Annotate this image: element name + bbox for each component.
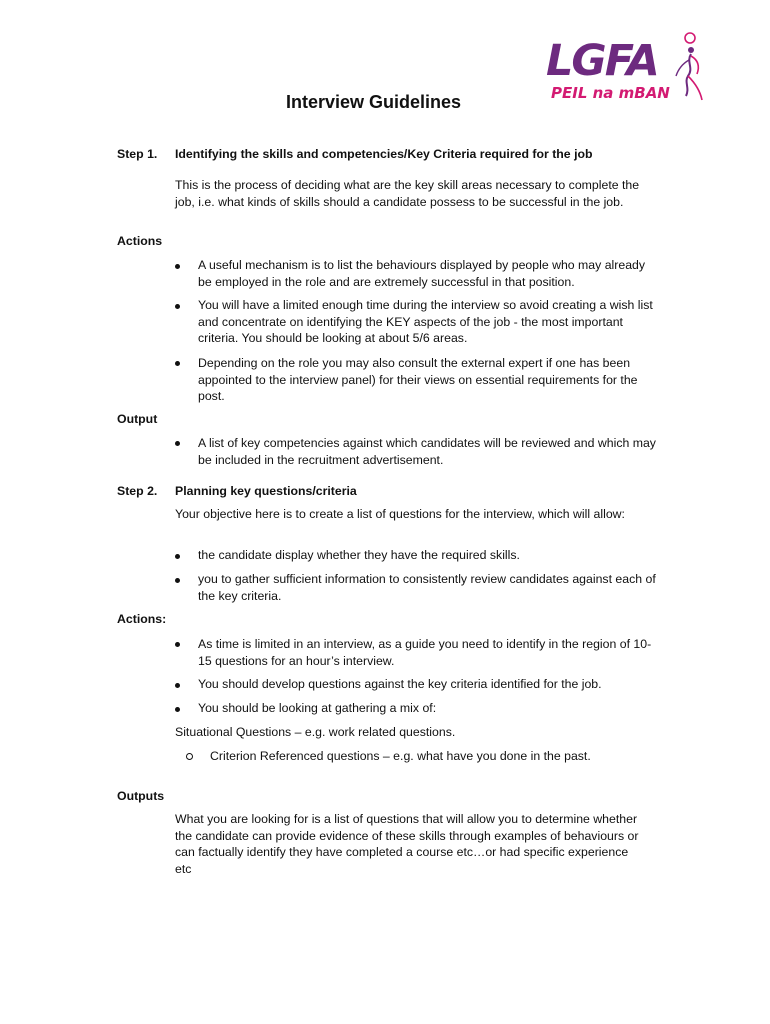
bullet-icon <box>175 264 180 269</box>
step2-intro: Your objective here is to create a list of questions for the interview, which will allow: <box>175 507 625 521</box>
step1-output-label: Output <box>117 412 158 426</box>
step1-action-2: You will have a limited enough time during the interview so avoid creating a wish list and concentrate on identifying the KEY aspects of the job - the most important criteria. You should be looking at about 5/6 areas. <box>198 298 653 345</box>
situational-questions: Situational Questions – e.g. work related questions. <box>175 725 456 739</box>
step2-allow-1: the candidate display whether they have the required skills. <box>198 548 520 562</box>
page-title: Interview Guidelines <box>286 92 462 112</box>
bullet-icon <box>175 707 180 712</box>
step1-intro: This is the process of deciding what are the key skill areas necessary to complete the job, i.e. what kinds of skills should a candidate possess to be successful in the job. <box>175 178 640 209</box>
bullet-icon <box>175 304 180 309</box>
step2-action-2: You should develop questions against the key criteria identified for the job. <box>198 677 602 691</box>
logo-wordmark: LGFA <box>546 36 658 86</box>
step2-action-1: As time is limited in an interview, as a guide you need to identify in the region of 10-15 questions for an hour’s interview. <box>198 637 652 668</box>
step1-actions-label: Actions <box>117 234 163 248</box>
step2-heading: Planning key questions/criteria <box>175 484 357 498</box>
player-figure-icon <box>664 30 706 108</box>
bullet-icon <box>175 578 180 583</box>
outputs-text: What you are looking for is a list of questions that will allow you to determine whether the candidate can provide evidence of these skills through examples of behaviours or can factually identify they have completed a course etc…or had specific experience etc <box>175 812 639 876</box>
step2-allow-2: you to gather sufficient information to consistently review candidates against each of the key criteria. <box>198 572 656 603</box>
criterion-questions: Criterion Referenced questions – e.g. what have you done in the past. <box>210 749 591 763</box>
step1-heading: Identifying the skills and competencies/Key Criteria required for the job <box>175 147 593 161</box>
bullet-icon <box>175 554 180 559</box>
sub-bullet-icon <box>186 753 193 760</box>
outputs-label: Outputs <box>117 789 165 803</box>
bullet-icon <box>175 361 180 366</box>
bullet-icon <box>175 441 180 446</box>
step1-label: Step 1. <box>117 147 158 161</box>
step2-action-3: You should be looking at gathering a mix of: <box>198 701 437 715</box>
bullet-icon <box>175 642 180 647</box>
step2-actions-label: Actions: <box>117 612 167 626</box>
step1-action-1: A useful mechanism is to list the behaviours displayed by people who may already be employed in the role and are extremely successful in that position. <box>198 258 646 289</box>
step2-label: Step 2. <box>117 484 158 498</box>
bullet-icon <box>175 683 180 688</box>
step1-output-1: A list of key competencies against which candidates will be reviewed and which may be included in the recruitment advertisement. <box>198 436 656 467</box>
logo-subtitle: PEIL na mBAN <box>551 84 670 102</box>
step1-action-3: Depending on the role you may also consult the external expert if one has been appointed to the interview panel) for their views on essential requirements for the post. <box>198 356 638 403</box>
lgfa-logo <box>546 30 706 110</box>
